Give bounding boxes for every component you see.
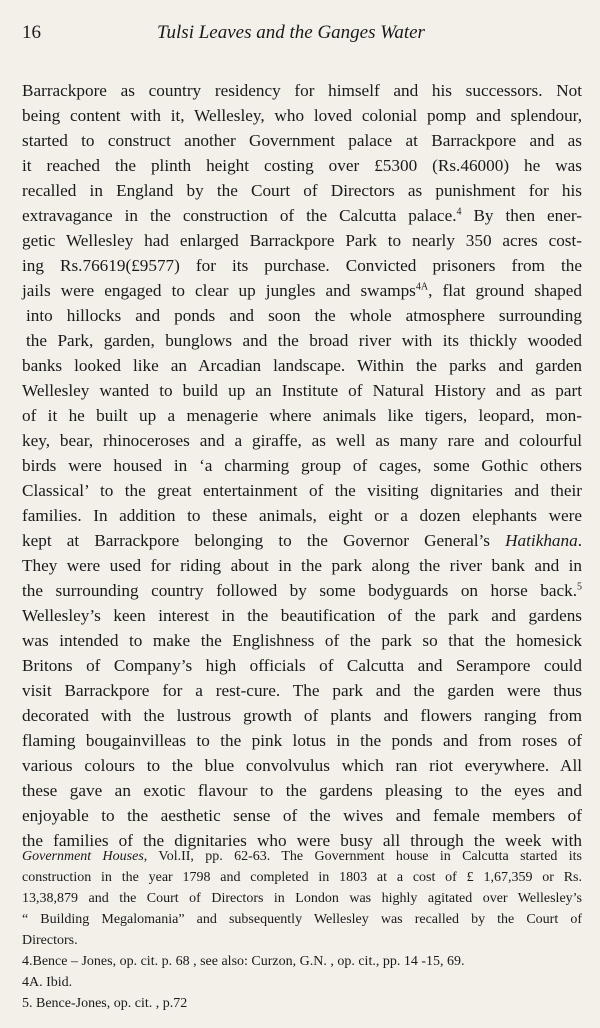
body-line: started to construct another Government palace at Barrackpore and as [22, 131, 582, 150]
body-line: being content with it, Wellesley, who loved colonial pomp and splendour, [22, 106, 582, 125]
body-line: Barrackpore as country residency for himself and his successors. Not [22, 81, 582, 100]
body-line: the families of the dignitaries who were busy all through the week with [22, 831, 582, 850]
text-segment: . [577, 531, 582, 550]
body-line: key, bear, rhinoceroses and a giraffe, as well as many rare and colourful [22, 431, 582, 450]
body-line: ing Rs.76619(£9577) for its purchase. Convicted prisoners from the [22, 256, 582, 275]
footnote-line: 13,38,879 and the Court of Directors in London was highly agitated over Wellesley’s [22, 891, 582, 906]
body-text [22, 78, 582, 853]
body-line: flaming bougainvilleas to the pink lotus in the ponds and from roses of [22, 731, 582, 750]
footnote-line [22, 846, 582, 867]
body-line [22, 578, 582, 603]
text-segment: the surrounding country followed by some bodyguards on horse back. [22, 581, 577, 600]
body-line: was intended to make the Englishness of the park so that the homesick [22, 631, 582, 650]
body-line: getic Wellesley had enlarged Barrackpore Park to nearly 350 acres cost- [22, 231, 582, 250]
body-line: into hillocks and ponds and soon the whole atmosphere surrounding [26, 306, 582, 325]
body-line: various colours to the blue convolvulus which ran riot everywhere. All [22, 756, 582, 775]
footnote-title: Government Houses [22, 849, 144, 864]
text-segment: extravagance in the construction of the Calcutta palace. [22, 206, 457, 225]
body-line: these gave an exotic flavour to the gardens pleasing to the eyes and [22, 781, 582, 800]
body-line: banks looked like an Arcadian landscape. Within the parks and garden [22, 356, 582, 375]
footnote-5: 5. Bence-Jones, op. cit. , p.72 [22, 996, 188, 1011]
footnote-line: “ Building Megalomania” and subsequently Wellesley was recalled by the Court of [22, 912, 582, 927]
body-line: the Park, garden, bunglows and the broad river with its thickly wooded [26, 331, 582, 350]
body-line: Britons of Company’s high officials of Calcutta and Serampore could [22, 656, 582, 675]
footnote-ref: 4A [415, 281, 429, 293]
body-line: visit Barrackpore for a rest-cure. The park and the garden were thus [22, 681, 582, 700]
text-segment: kept at Barrackpore belonging to the Governor General’s [22, 531, 506, 550]
body-line: of it he built up a menagerie where animals like tigers, leopard, mon- [22, 406, 582, 425]
body-line: enjoyable to the aesthetic sense of the wives and female members of [22, 806, 582, 825]
text-segment: By then ener- [461, 206, 582, 225]
body-line: decorated with the lustrous growth of plants and flowers ranging from [22, 706, 582, 725]
footnote-ref: 4 [456, 206, 462, 218]
body-line [22, 528, 582, 553]
text-segment: , Vol.II, pp. 62-63. The Government house in Calcutta started its [143, 849, 582, 864]
footnote-4a: 4A. Ibid. [22, 975, 73, 990]
body-line: families. In addition to these animals, eight or a dozen elephants were [22, 506, 582, 525]
footnotes [22, 846, 582, 1014]
body-line [22, 278, 582, 303]
body-line: birds were housed in ‘a charming group of cages, some Gothic others [22, 456, 582, 475]
footnote-line: Directors. [22, 933, 78, 948]
body-line: They were used for riding about in the park along the river bank and in [22, 556, 582, 575]
footnote-line: construction in the year 1798 and completed in 1803 at a cost of £ 1,67,359 or Rs. [22, 870, 582, 885]
footnote-4: 4.Bence – Jones, op. cit. p. 68 , see also: Curzon, G.N. , op. cit., pp. 14 -15, 69. [22, 954, 465, 969]
italic-term: Hatikhana [505, 531, 578, 550]
body-line [22, 203, 582, 228]
text-segment: , flat ground shaped [428, 281, 582, 300]
body-line: it reached the plinth height costing over £5300 (Rs.46000) he was [22, 156, 582, 175]
page-number: 16 [22, 22, 41, 43]
text-segment: jails were engaged to clear up jungles and swamps [22, 281, 416, 300]
body-line: recalled in England by the Court of Directors as punishment for his [22, 181, 582, 200]
body-line: Wellesley’s keen interest in the beautification of the park and gardens [22, 606, 582, 625]
body-line: Classical’ to the great entertainment of the visiting dignitaries and their [22, 481, 582, 500]
running-head: Tulsi Leaves and the Ganges Water [157, 22, 425, 43]
page-header [22, 22, 580, 48]
body-line: Wellesley wanted to build up an Institute of Natural History and as part [22, 381, 582, 400]
footnote-ref: 5 [577, 581, 582, 593]
